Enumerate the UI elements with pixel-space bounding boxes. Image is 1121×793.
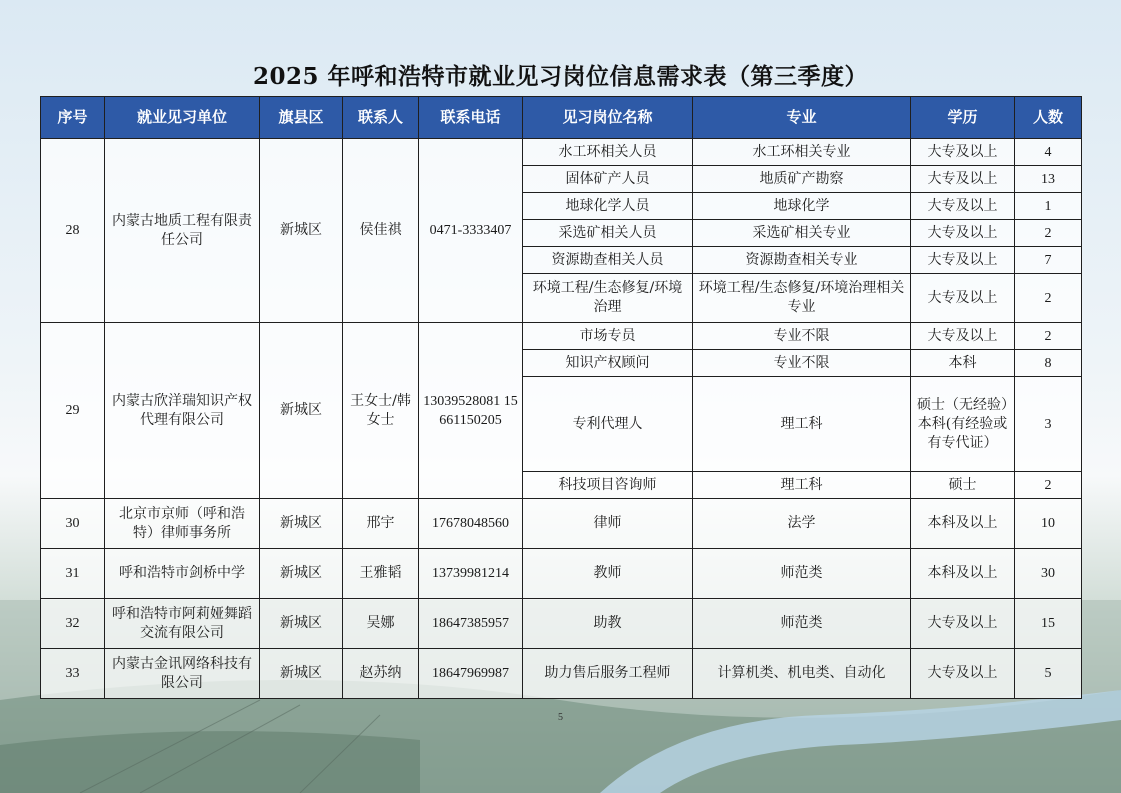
- position-major: 资源勘查相关专业: [693, 247, 911, 274]
- position-count: 4: [1015, 139, 1082, 166]
- position-count: 1: [1015, 193, 1082, 220]
- table-row: [41, 139, 1082, 166]
- position-education: 大专及以上: [911, 139, 1015, 166]
- position-count: 2: [1015, 472, 1082, 499]
- row-phone: 17678048560: [419, 499, 523, 549]
- position-name: 教师: [523, 549, 693, 599]
- position-major: 理工科: [693, 377, 911, 472]
- position-education: 大专及以上: [911, 649, 1015, 699]
- row-no: 30: [41, 499, 105, 549]
- position-education: 大专及以上: [911, 166, 1015, 193]
- position-major: 专业不限: [693, 323, 911, 350]
- position-name: 水工环相关人员: [523, 139, 693, 166]
- header-major: 专业: [693, 97, 911, 139]
- position-name: 环境工程/生态修复/环境治理: [523, 274, 693, 323]
- row-unit: 呼和浩特市阿莉娅舞蹈交流有限公司: [105, 599, 260, 649]
- position-major: 地球化学: [693, 193, 911, 220]
- row-contact: 吴娜: [343, 599, 419, 649]
- position-count: 30: [1015, 549, 1082, 599]
- position-name: 固体矿产人员: [523, 166, 693, 193]
- position-education: 本科: [911, 350, 1015, 377]
- row-district: 新城区: [260, 599, 343, 649]
- row-district: 新城区: [260, 323, 343, 499]
- position-education: 硕士（无经验）本科(有经验或有专代证）: [911, 377, 1015, 472]
- row-phone: 0471-3333407: [419, 139, 523, 323]
- position-name: 助力售后服务工程师: [523, 649, 693, 699]
- position-major: 专业不限: [693, 350, 911, 377]
- position-education: 大专及以上: [911, 274, 1015, 323]
- header-district: 旗县区: [260, 97, 343, 139]
- row-no: 32: [41, 599, 105, 649]
- header-no: 序号: [41, 97, 105, 139]
- position-count: 10: [1015, 499, 1082, 549]
- position-major: 采选矿相关专业: [693, 220, 911, 247]
- position-major: 地质矿产勘察: [693, 166, 911, 193]
- position-name: 律师: [523, 499, 693, 549]
- position-major: 计算机类、机电类、自动化: [693, 649, 911, 699]
- row-unit: 内蒙古金讯网络科技有限公司: [105, 649, 260, 699]
- header-contact: 联系人: [343, 97, 419, 139]
- row-phone: 18647969987: [419, 649, 523, 699]
- row-phone: 13739981214: [419, 549, 523, 599]
- internship-table: [40, 96, 1082, 699]
- position-education: 大专及以上: [911, 193, 1015, 220]
- position-education: 大专及以上: [911, 599, 1015, 649]
- row-contact: 侯佳祺: [343, 139, 419, 323]
- row-contact: 王女士/韩女士: [343, 323, 419, 499]
- position-major: 师范类: [693, 549, 911, 599]
- position-count: 7: [1015, 247, 1082, 274]
- position-major: 理工科: [693, 472, 911, 499]
- position-education: 大专及以上: [911, 220, 1015, 247]
- row-unit: 内蒙古地质工程有限责任公司: [105, 139, 260, 323]
- row-no: 33: [41, 649, 105, 699]
- page-title: 2025 年呼和浩特市就业见习岗位信息需求表（第三季度）: [252, 63, 869, 90]
- header-count: 人数: [1015, 97, 1082, 139]
- row-no: 31: [41, 549, 105, 599]
- position-name: 知识产权顾问: [523, 350, 693, 377]
- position-count: 2: [1015, 274, 1082, 323]
- position-count: 5: [1015, 649, 1082, 699]
- position-major: 水工环相关专业: [693, 139, 911, 166]
- row-contact: 邢宇: [343, 499, 419, 549]
- position-name: 地球化学人员: [523, 193, 693, 220]
- table-row: [41, 649, 1082, 699]
- header-phone: 联系电话: [419, 97, 523, 139]
- position-education: 大专及以上: [911, 247, 1015, 274]
- row-unit: 北京市京师（呼和浩特）律师事务所: [105, 499, 260, 549]
- header-education: 学历: [911, 97, 1015, 139]
- table-row: [41, 499, 1082, 549]
- header-position: 见习岗位名称: [523, 97, 693, 139]
- position-education: 大专及以上: [911, 323, 1015, 350]
- row-district: 新城区: [260, 139, 343, 323]
- position-name: 科技项目咨询师: [523, 472, 693, 499]
- row-contact: 王雅韬: [343, 549, 419, 599]
- row-district: 新城区: [260, 649, 343, 699]
- position-count: 13: [1015, 166, 1082, 193]
- row-contact: 赵苏纳: [343, 649, 419, 699]
- position-count: 15: [1015, 599, 1082, 649]
- position-count: 3: [1015, 377, 1082, 472]
- row-district: 新城区: [260, 499, 343, 549]
- position-education: 硕士: [911, 472, 1015, 499]
- position-major: 师范类: [693, 599, 911, 649]
- row-district: 新城区: [260, 549, 343, 599]
- row-phone: 18647385957: [419, 599, 523, 649]
- position-major: 法学: [693, 499, 911, 549]
- table-row: [41, 549, 1082, 599]
- position-name: 资源勘查相关人员: [523, 247, 693, 274]
- table-row: [41, 599, 1082, 649]
- row-unit: 呼和浩特市剑桥中学: [105, 549, 260, 599]
- row-no: 29: [41, 323, 105, 499]
- position-name: 助教: [523, 599, 693, 649]
- table-row: [41, 323, 1082, 350]
- row-no: 28: [41, 139, 105, 323]
- position-name: 市场专员: [523, 323, 693, 350]
- header-unit: 就业见习单位: [105, 97, 260, 139]
- page-number: 5: [558, 712, 563, 723]
- position-education: 本科及以上: [911, 499, 1015, 549]
- position-education: 本科及以上: [911, 549, 1015, 599]
- position-major: 环境工程/生态修复/环境治理相关专业: [693, 274, 911, 323]
- position-name: 采选矿相关人员: [523, 220, 693, 247]
- position-count: 8: [1015, 350, 1082, 377]
- position-count: 2: [1015, 323, 1082, 350]
- position-name: 专利代理人: [523, 377, 693, 472]
- row-unit: 内蒙古欣洋瑞知识产权代理有限公司: [105, 323, 260, 499]
- position-count: 2: [1015, 220, 1082, 247]
- table-header-row: [41, 97, 1082, 139]
- row-phone: 13039528081 15661150205: [419, 323, 523, 499]
